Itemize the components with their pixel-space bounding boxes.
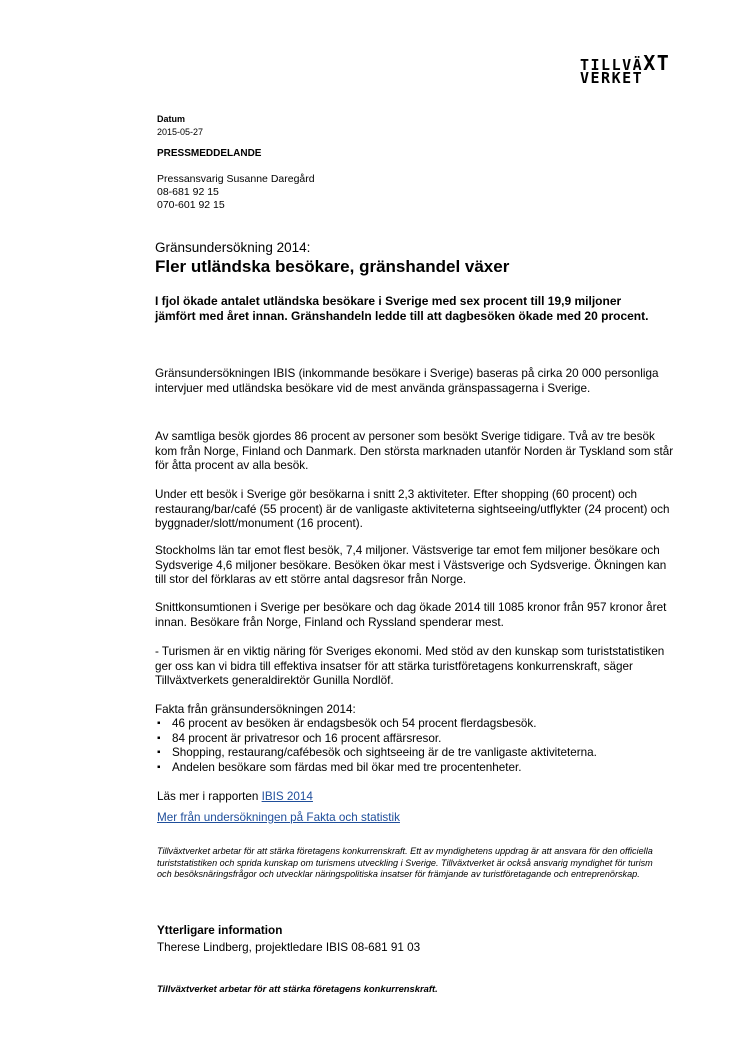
read-more-line: Läs mer i rapporten IBIS 2014 (157, 790, 313, 803)
logo-line-1: TILLVÄXT (580, 51, 671, 75)
paragraph: Under ett besök i Sverige gör besökarna i snitt 2,3 aktiviteter. Efter shopping (60 procent) och restaurang/bar/café (55 procent) är de vanligaste aktiviteterna sightseeing/utflykter (24 procent) och byggnader/slott/monument (16 procent). (155, 488, 670, 530)
date-value: 2015-05-27 (157, 127, 204, 137)
bullet-icon: ▪ (157, 747, 161, 758)
logo-line-2: VERKET (580, 69, 644, 87)
bullet-icon: ▪ (157, 718, 161, 729)
ibis-report-link[interactable]: IBIS 2014 (261, 790, 313, 803)
facts-title: Fakta från gränsundersökningen 2014: (155, 703, 356, 716)
facts-list (157, 717, 677, 775)
bullet-icon: ▪ (157, 732, 161, 744)
press-release-label: PRESSMEDDELANDE (157, 148, 262, 159)
list-item: ▪ Andelen besökare som färdas med bil ökar med tre procentenheter. (157, 760, 522, 774)
press-contact-phone: 08-681 92 15 (157, 186, 219, 198)
tillvaxtverket-logo (578, 44, 690, 87)
list-item: ▪ 84 procent är privatresor och 16 procent affärsresor. (157, 731, 442, 745)
article-title: Fler utländska besökare, gränshandel växer (155, 257, 510, 276)
press-contact-name: Pressansvarig Susanne Daregård (157, 173, 315, 185)
bullet-icon: ▪ (157, 761, 161, 773)
press-contact-mobile: 070-601 92 15 (157, 199, 225, 211)
list-item: ▪ Shopping, restaurang/cafébesök och sightseeing är de tre vanligaste aktiviteterna. (157, 746, 597, 759)
fakta-statistik-link[interactable]: Mer från undersökningen på Fakta och statistik (157, 811, 400, 824)
more-info-contact: Therese Lindberg, projektledare IBIS 08-681 91 03 (157, 941, 421, 954)
press-contact (157, 173, 315, 212)
quote-paragraph: - Turismen är en viktig näring för Sveriges ekonomi. Med stöd av den kunskap som turiststatistiken ger oss kan vi bidra till effektiva insatser för att stärka turistföretagens konkurrenskraft, säger Tillväxtverkets generaldirektör Gunilla Nordlöf. (155, 645, 665, 687)
footer-tagline: Tillväxtverket arbetar för att stärka företagens konkurrenskraft. (157, 983, 438, 994)
article-lead: I fjol ökade antalet utländska besökare i Sverige med sex procent till 19,9 miljoner jämfört med året innan. Gränshandeln ledde till att dagbesöken ökade med 20 procent. (155, 294, 649, 323)
paragraph: Stockholms län tar emot flest besök, 7,4 miljoner. Västsverige tar emot fem miljoner besökare och Sydsverige 4,6 miljoner besökare. Besöken ökar mest i Västsverige och Sydsverige. Ökningen kan till stor del förklaras av ett större antal dagsresor från Norge. (155, 544, 667, 586)
paragraph: Av samtliga besök gjordes 86 procent av personer som besökt Sverige tidigare. Två av tre besök kom från Norge, Finland och Danmark. Den största marknaden utanför Norden är Tyskland som står för åtta procent av alla besök. (155, 430, 674, 472)
more-info-title: Ytterligare information (157, 924, 283, 937)
about-tillvaxtverket: Tillväxtverket arbetar för att stärka företagens konkurrenskraft. Ett av myndighetens uppdrag är att ansvara för den officiella turiststatistiken och sprida kunskap om turismens utveckling i Sverige. Tillväxtverket är också ansvarig myndighet för turism och besöksnäringsfrågor och utvecklar näringspolitiska insatser för främjande av turistföretagande och entreprenörskap. (157, 846, 653, 880)
paragraph: Gränsundersökningen IBIS (inkommande besökare i Sverige) baseras på cirka 20 000 personliga intervjuer med utländska besökare vid de mest använda gränspassagerna i Sverige. (155, 367, 659, 395)
article-subtitle: Gränsundersökning 2014: (155, 240, 311, 255)
list-item: ▪ 46 procent av besöken är endagsbesök och 54 procent flerdagsbesök. (157, 717, 537, 730)
date-label: Datum (157, 114, 186, 124)
paragraph: Snittkonsumtionen i Sverige per besökare och dag ökade 2014 till 1085 kronor från 957 kronor året innan. Besökare från Norge, Finland och Ryssland spenderar mest. (155, 601, 667, 629)
